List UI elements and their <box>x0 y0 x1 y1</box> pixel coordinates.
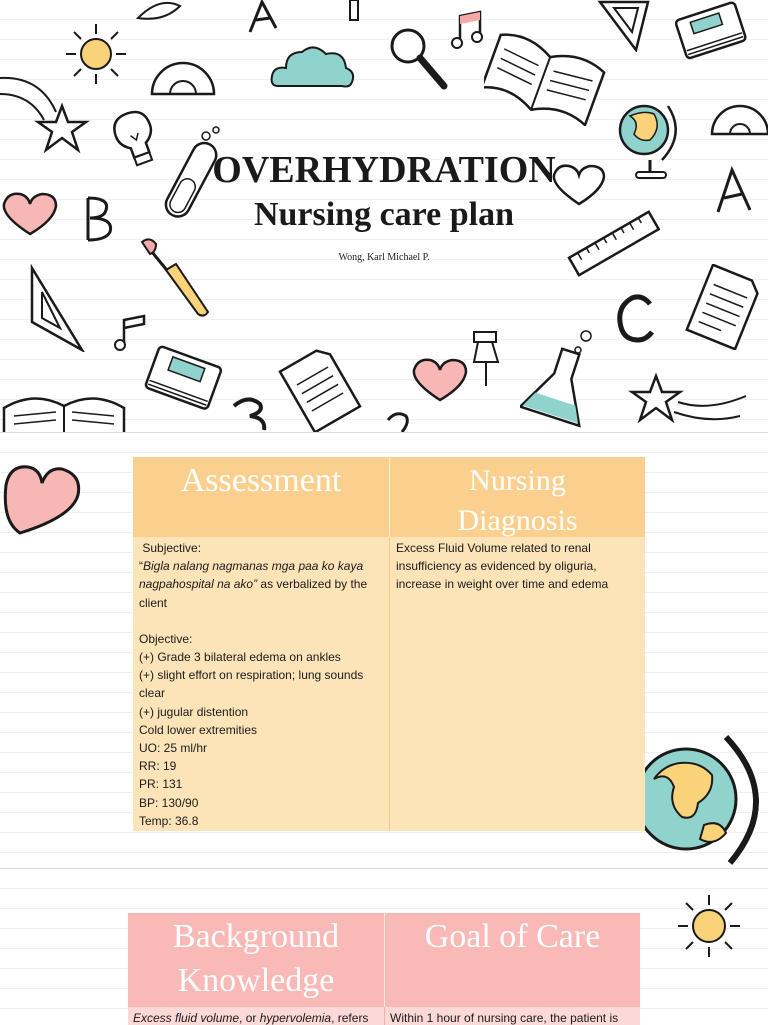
objective-label: Objective: <box>139 631 193 646</box>
objective-findings-list <box>139 648 383 830</box>
objective-finding: (+) slight effort on respiration; lung sounds clear <box>139 668 364 701</box>
background-goal-table <box>128 913 640 1025</box>
cloud-icon <box>268 40 356 92</box>
star-icon <box>628 372 748 432</box>
subjective-label-text: Subjective: <box>142 541 202 555</box>
objective-finding: UO: 25 ml/hr <box>139 741 208 756</box>
sun-icon <box>674 893 744 959</box>
heart-icon <box>410 356 470 404</box>
background-knowledge-header <box>128 913 384 1007</box>
background-goal-slide <box>0 868 768 1025</box>
client-quote: Bigla nalang nagmanas mga paa ko kaya nagpahospital na ako” <box>139 559 364 592</box>
subjective-label <box>139 539 383 557</box>
pencil-icon <box>344 0 364 24</box>
paintbrush-icon <box>136 236 216 320</box>
document-icon <box>680 264 768 350</box>
header-line: Background <box>172 918 340 955</box>
open-book-icon <box>484 22 606 126</box>
objective-finding: Temp: 36.8 <box>139 813 199 828</box>
background-cell <box>128 1007 384 1025</box>
background-text: , or <box>239 1011 260 1025</box>
presentation-title: OVERHYDRATION <box>212 149 556 191</box>
number-2-icon <box>382 408 414 432</box>
subjective-quote <box>139 557 383 612</box>
quote-suffix: as verbalized by the client <box>139 577 368 610</box>
header-line: Diagnosis <box>457 504 578 537</box>
assessment-cell <box>133 537 389 831</box>
diagnosis-cell <box>389 537 645 831</box>
background-text: , refers <box>331 1011 369 1025</box>
goal-of-care-header: Goal of Care <box>384 913 640 1007</box>
term-excess-fluid-volume: Excess fluid volume <box>133 1011 240 1025</box>
objective-finding: (+) jugular distention <box>139 704 249 719</box>
pushpin-icon <box>466 330 506 390</box>
term-hypervolemia: hypervolemia <box>259 1011 332 1025</box>
objective-finding: PR: 131 <box>139 777 183 792</box>
objective-finding: Cold lower extremities <box>139 722 258 737</box>
header-line: Nursing <box>469 464 566 497</box>
header-line: Knowledge <box>177 962 335 999</box>
closed-book-icon <box>670 0 754 62</box>
nursing-diagnosis-header <box>389 457 645 537</box>
letter-a-icon <box>244 0 284 34</box>
document-icon <box>274 346 366 432</box>
globe-icon <box>634 729 768 869</box>
objective-finding: BP: 130/90 <box>139 795 199 810</box>
assessment-diagnosis-table <box>133 457 645 831</box>
open-book-icon <box>0 378 128 432</box>
flask-icon <box>520 326 600 430</box>
objective-finding: (+) Grade 3 bilateral edema on ankles <box>139 650 341 665</box>
title-slide <box>0 0 768 432</box>
letter-c-icon <box>614 292 658 346</box>
leaf-icon <box>134 0 184 22</box>
triangle-ruler-icon <box>26 262 88 352</box>
closed-book-icon <box>140 342 228 416</box>
objective-finding: RR: 19 <box>139 759 177 774</box>
protractor-icon <box>148 46 218 98</box>
author-name: Wong, Karl Michael P. <box>338 252 430 263</box>
diagnosis-text: Excess Fluid Volume related to renal insufficiency as evidenced by oliguria, increase in weight over time and edema <box>396 541 609 592</box>
presentation-subtitle: Nursing care plan <box>253 196 515 233</box>
protractor-icon <box>708 90 768 140</box>
triangle-ruler-icon <box>596 0 652 52</box>
goal-cell: Within 1 hour of nursing care, the patient is <box>384 1007 640 1025</box>
music-note-icon <box>450 8 484 50</box>
assessment-slide <box>0 432 768 869</box>
number-3-icon <box>226 396 272 432</box>
quote-mark: “ <box>139 559 143 574</box>
assessment-header: Assessment <box>133 457 389 537</box>
magnifier-icon <box>384 24 454 94</box>
heart-icon <box>0 455 84 535</box>
